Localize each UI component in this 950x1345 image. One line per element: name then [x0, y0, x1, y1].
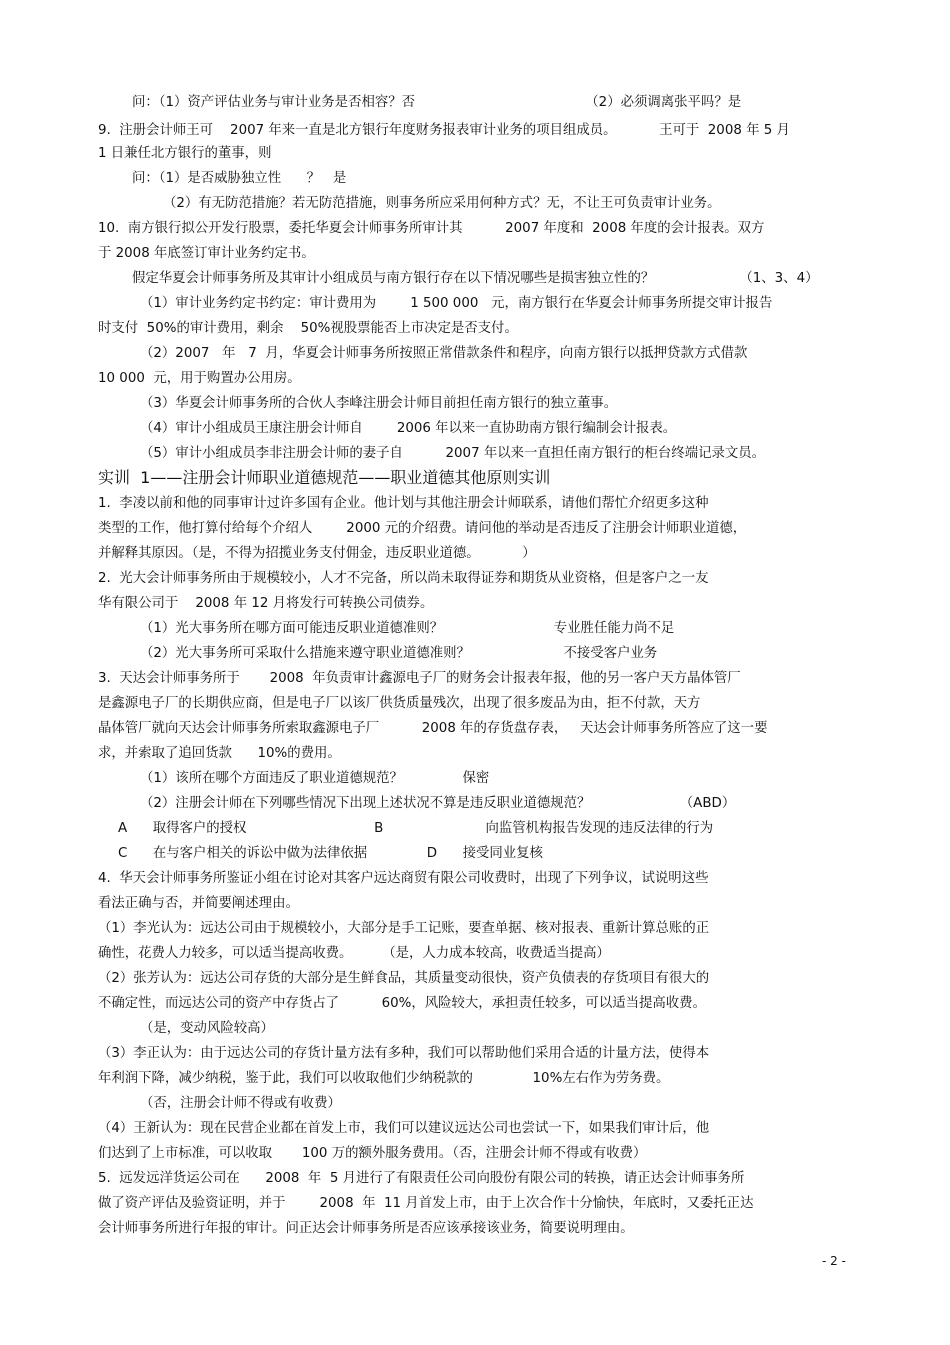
- option-line: A 取得客户的授权 B 向监管机构报告发现的违反法律的行为: [118, 821, 714, 836]
- text-line: 1 日兼任北方银行的董事，则: [98, 146, 272, 161]
- text-line: 会计师事务所进行年报的审计。问正达会计师事务所是否应该承接该业务，简要说明理由。: [98, 1221, 634, 1236]
- text-line: （1）该所在哪个方面违反了职业道德规范？ 保密: [140, 771, 490, 786]
- text-line: （1）李光认为：远达公司由于规模较小，大部分是手工记账，要查单据、核对报表、重新计算总账的正: [98, 921, 710, 936]
- text-line: （2）2007 年 7 月，华夏会计师事务所按照正常借款条件和程序，向南方银行以抵押贷款方式借款: [140, 346, 748, 361]
- text-line: 3. 天达会计师事务所于 2008 年负责审计鑫源电子厂的财务会计报表年报，他的另一客户天方晶体管厂: [98, 671, 741, 686]
- text-line: 是鑫源电子厂的长期供应商，但是电子厂以该厂供货质量残次，出现了很多废品为由，拒不付款，天方: [98, 696, 701, 711]
- text-line: （2）光大事务所可采取什么措施来遵守职业道德准则？ 不接受客户业务: [140, 646, 658, 661]
- text-line: 10. 南方银行拟公开发行股票，委托华夏会计师事务所审计其 2007 年度和 2008 年度的会计报表。双方: [98, 221, 765, 236]
- section-heading: 实训 1——注册会计师职业道德规范——职业道德其他原则实训: [98, 468, 551, 487]
- text-line: 1. 李凌以前和他的同事审计过许多国有企业。他计划与其他注册会计师联系，请他们帮忙介绍更多这种: [98, 496, 709, 511]
- text-line: （1）光大事务所在哪方面可能违反职业道德准则？ 专业胜任能力尚不足: [140, 621, 675, 636]
- text-line: 并解释其原因。（是，不得为招揽业务支付佣金，违反职业道德。 ）: [98, 546, 536, 561]
- text-line: （1）审计业务约定书约定：审计费用为 1 500 000 元，南方银行在华夏会计师事务所提交审计报告: [140, 296, 773, 311]
- text-line: 求，并索取了追回货款 10%的费用。: [98, 746, 341, 761]
- text-line: （2）有无防范措施？若无防范措施，则事务所应采用何种方式？无，不让王可负责审计业务。: [163, 196, 721, 211]
- text-line: 9. 注册会计师王可 2007 年来一直是北方银行年度财务报表审计业务的项目组成员。 王可于 2008 年 5 月: [98, 123, 790, 138]
- text-line: 看法正确与否，并简要阐述理由。: [98, 896, 299, 911]
- text-line: 5. 远发远洋货运公司在 2008 年 5 月进行了有限责任公司向股份有限公司的转换，请正达会计师事务所: [98, 1171, 745, 1186]
- text-line: （4）审计小组成员王康注册会计师自 2006 年以来一直协助南方银行编制会计报表。: [140, 421, 677, 436]
- text-line: 不确定性，而远达公司的资产中存货占了 60%，风险较大，承担责任较多，可以适当提高收费。: [98, 996, 706, 1011]
- option-line: C 在与客户相关的诉讼中做为法律依据 D 接受同业复核: [118, 846, 543, 861]
- text-line: 问：（1）资产评估业务与审计业务是否相容？否 （2）必须调离张平吗？是: [132, 95, 742, 110]
- text-line: （3）华夏会计师事务所的合伙人李峰注册会计师目前担任南方银行的独立董事。: [140, 396, 618, 411]
- text-line: （5）审计小组成员李非注册会计师的妻子自 2007 年以来一直担任南方银行的柜台终端记录文员。: [140, 446, 766, 461]
- text-line: （2）注册会计师在下列哪些情况下出现上述状况不算是违反职业道德规范？ （ABD）: [140, 796, 736, 811]
- text-line: 10 000 元，用于购置办公用房。: [98, 371, 301, 386]
- text-line: 晶体管厂就向天达会计师事务所索取鑫源电子厂 2008 年的存货盘存表， 天达会计师事务所答应了这一要: [98, 721, 768, 736]
- text-line: 类型的工作，他打算付给每个介绍人 2000 元的介绍费。请问他的举动是否违反了注册会计师职业道德，: [98, 521, 747, 536]
- text-line: 假定华夏会计师事务所及其审计小组成员与南方银行存在以下情况哪些是损害独立性的？ （1、3、4）: [132, 271, 819, 286]
- text-line: （4）王新认为：现在民营企业都在首发上市，我们可以建议远达公司也尝试一下，如果我们审计后，他: [98, 1121, 710, 1136]
- text-line: 确性，花费人力较多，可以适当提高收费。 （是，人力成本较高，收费适当提高）: [98, 946, 610, 961]
- text-line: （2）张芳认为：远达公司存货的大部分是生鲜食品，其质量变动很快，资产负债表的存货项目有很大的: [98, 971, 710, 986]
- text-line: （3）李正认为：由于远达公司的存货计量方法有多种，我们可以帮助他们采用合适的计量方法，使得本: [98, 1046, 710, 1061]
- text-line: 问：（1）是否威胁独立性 ？ 是: [132, 171, 347, 186]
- text-line: 华有限公司于 2008 年 12 月将发行可转换公司债券。: [98, 596, 434, 611]
- text-line: （否，注册会计师不得或有收费）: [140, 1096, 341, 1111]
- text-line: 4. 华天会计师事务所鉴证小组在讨论对其客户远达商贸有限公司收费时，出现了下列争议，试说明这些: [98, 871, 709, 886]
- text-line: 做了资产评估及验资证明，并于 2008 年 11 月首发上市，由于上次合作十分愉快，年底时，又委托正达: [98, 1196, 754, 1211]
- text-line: 年利润下降，减少纳税，鉴于此，我们可以收取他们少纳税款的 10%左右作为劳务费。: [98, 1071, 670, 1086]
- page-number: - 2 -: [822, 1254, 846, 1268]
- text-line: 们达到了上市标准，可以收取 100 万的额外服务费用。（否，注册会计师不得或有收费）: [98, 1146, 647, 1161]
- text-line: 于 2008 年底签订审计业务约定书。: [98, 246, 315, 261]
- text-line: 2. 光大会计师事务所由于规模较小，人才不完备，所以尚未取得证券和期货从业资格，但是客户之一友: [98, 571, 709, 586]
- text-line: （是，变动风险较高）: [140, 1021, 274, 1036]
- text-line: 时支付 50%的审计费用，剩余 50%视股票能否上市决定是否支付。: [98, 321, 518, 336]
